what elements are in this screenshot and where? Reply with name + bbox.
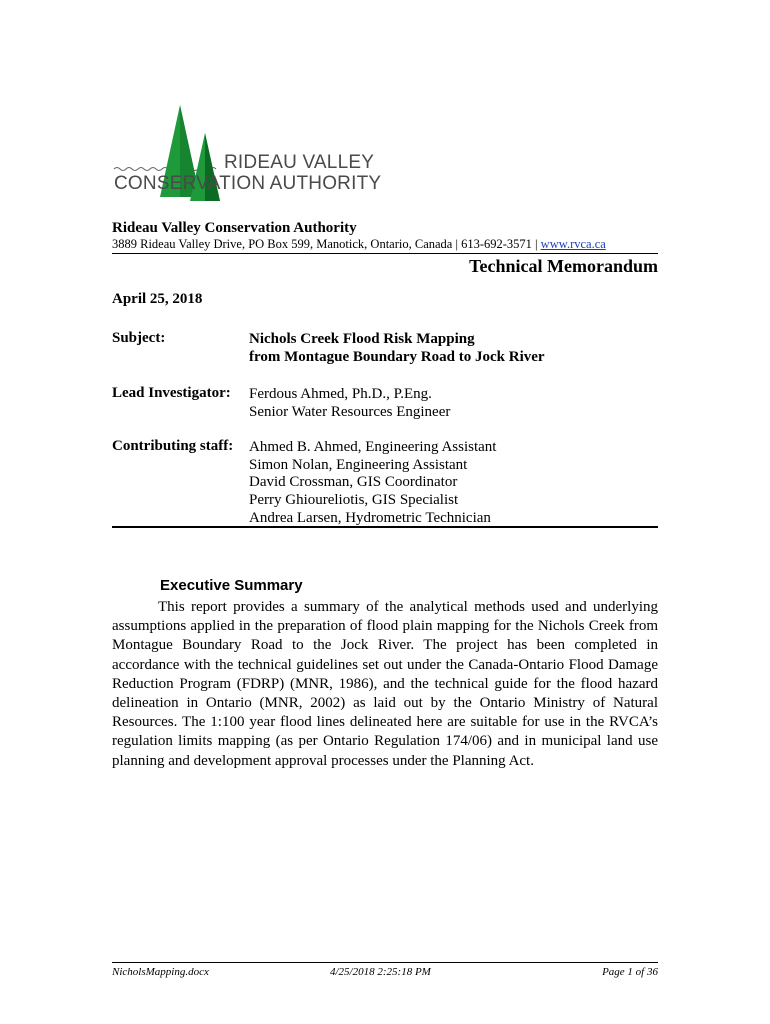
lead-investigator-title: Senior Water Resources Engineer	[249, 404, 451, 420]
executive-summary-heading: Executive Summary	[160, 577, 303, 594]
contributing-staff-label: Contributing staff:	[112, 438, 234, 454]
memo-divider	[112, 526, 658, 528]
subject-line-1: Nichols Creek Flood Risk Mapping	[249, 331, 475, 347]
staff-member: David Crossman, GIS Coordinator	[249, 474, 458, 490]
logo-text-line1: RIDEAU VALLEY	[224, 152, 375, 173]
lead-investigator-label: Lead Investigator:	[112, 385, 231, 401]
staff-member: Perry Ghioureliotis, GIS Specialist	[249, 492, 459, 508]
organization-address	[112, 237, 606, 252]
footer-page-number: Page 1 of 36	[602, 966, 658, 978]
address-text: 3889 Rideau Valley Drive, PO Box 599, Manotick, Ontario, Canada | 613-692-3571 |	[112, 237, 541, 251]
footer-filename: NicholsMapping.docx	[112, 966, 209, 978]
footer-divider	[112, 962, 658, 963]
logo-text-line2: CONSERVATION AUTHORITY	[114, 173, 382, 194]
lead-investigator-name: Ferdous Ahmed, Ph.D., P.Eng.	[249, 386, 432, 402]
memo-date: April 25, 2018	[112, 291, 203, 307]
document-type-title: Technical Memorandum	[469, 256, 658, 276]
staff-member: Ahmed B. Ahmed, Engineering Assistant	[249, 439, 497, 455]
footer-timestamp: 4/25/2018 2:25:18 PM	[330, 966, 431, 978]
organization-name: Rideau Valley Conservation Authority	[112, 220, 357, 236]
executive-summary-paragraph: This report provides a summary of the analytical methods used and underlying assumptions applied in the preparation of flood plain mapping for the Nichols Creek from Montague Boundary Road to the Jock River. The project has been completed in accordance with the technical guidelines set out under the Canada-Ontario Flood Damage Reduction Program (FDRP) (MNR, 1986), and the technical guide for the flood hazard delineation in Ontario (MNR, 2002) as laid out by the Ontario Ministry of Natural Resources. The 1:100 year flood lines delineated here are suitable for use in the RVCA’s regulation limits mapping (as per Ontario Regulation 174/06) and in municipal land use planning and development approval processes under the Planning Act.	[112, 599, 658, 769]
staff-member: Andrea Larsen, Hydrometric Technician	[249, 510, 491, 526]
website-link[interactable]: www.rvca.ca	[540, 237, 606, 251]
subject-label: Subject:	[112, 330, 166, 346]
rvca-logo	[112, 105, 382, 205]
subject-line-2: from Montague Boundary Road to Jock River	[249, 349, 545, 365]
header-divider	[112, 253, 658, 254]
staff-member: Simon Nolan, Engineering Assistant	[249, 457, 468, 473]
